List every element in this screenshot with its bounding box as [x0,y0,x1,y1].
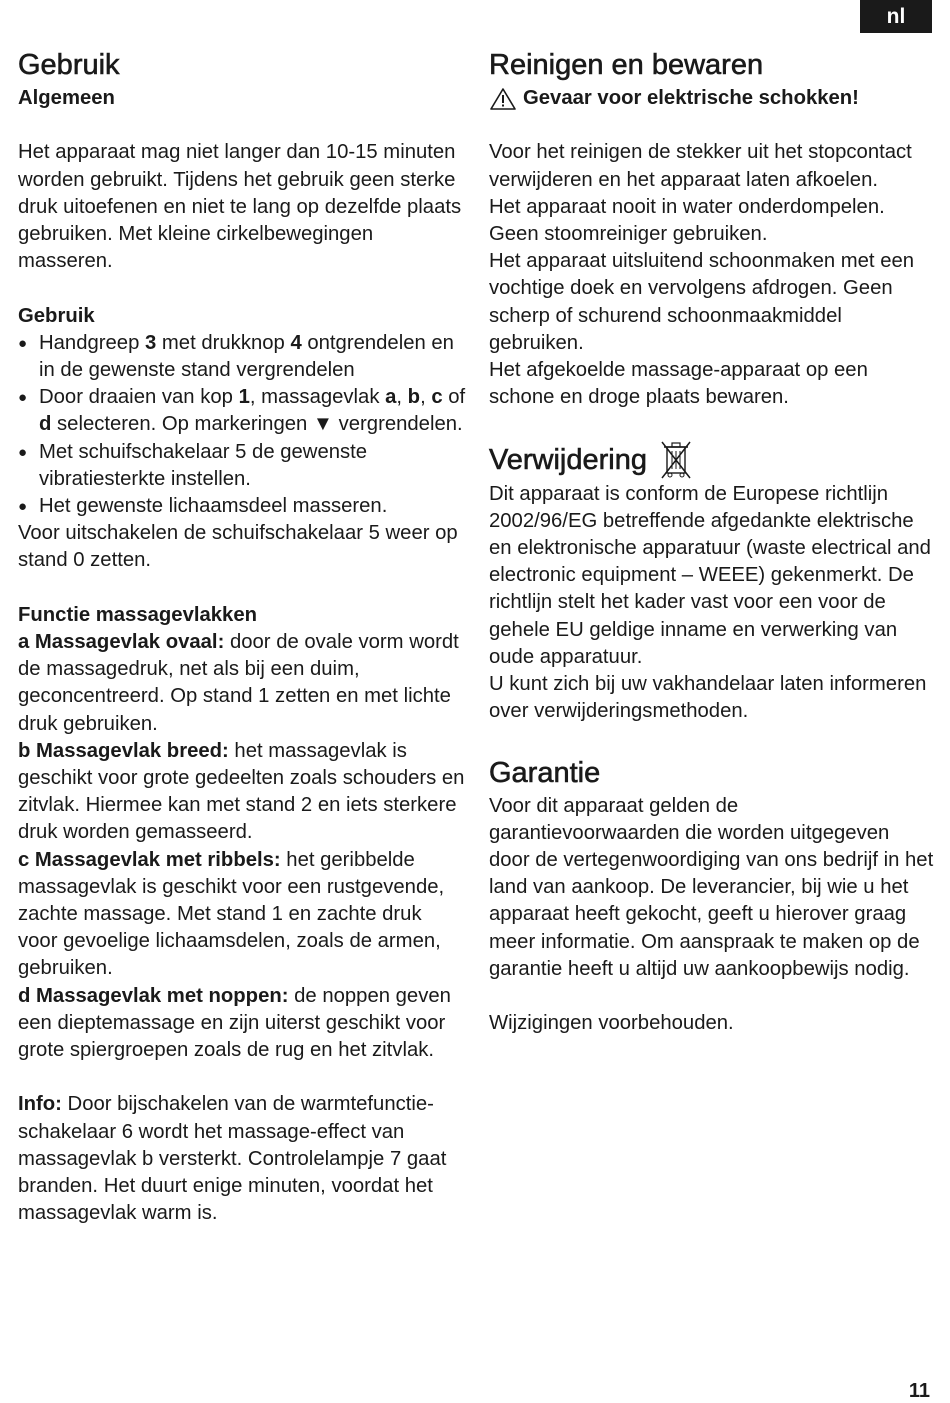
crossed-bin-icon [659,439,693,481]
list-item: ● Met schuifschakelaar 5 de gewenste vibratiesterkte instellen. [18,439,466,493]
info-paragraph: Info: Door bijschakelen van de warmtefunctie-schakelaar 6 wordt het massage-effect van massagevlak b versterkt. Controlelampje 7 gaat branden. Het duurt enige minuten, voordat het massagevlak warm is. [18,1093,447,1225]
warning-text: Gevaar voor elektrische schokken! [523,87,859,109]
changes-reserved: Wijzigingen voorbehouden. [489,1012,734,1035]
page-number: 11 [908,1380,930,1402]
right-column [489,45,934,1037]
cleaning-text-3: Het apparaat uitsluitend schoonmaken met een vochtige doek en vervolgens afdrogen. Geen scherp of schurend schoonmaakmiddel gebruiken. [489,250,915,354]
function-b: b Massagevlak breed: het massagevlak is geschikt voor grote gedeelten zoals schouders en zitvlak. Hiermee kan met stand 2 en iets sterkere druk worden gemasseerd. [18,739,465,844]
cleaning-text-2: Het apparaat nooit in water onderdompelen. Geen stoomreiniger gebruiken. [489,195,885,245]
section-title-disposal: Verwijdering [489,443,647,476]
disposal-text-1: Dit apparaat is conform de Europese richtlijn 2002/96/EG betreffende afgedankte elektrische en elektronische apparatuur (waste electrical and electronic equipment – WEEE) gekenmerkt. De richtlijn stelt het kader vast voor een voor de gehele EU geldige inname en verwerking van oude apparatuur. [489,482,931,668]
cleaning-text-4: Het afgekoelde massage-apparaat op een schone en droge plaats bewaren. [489,359,868,409]
disposal-heading-row [489,439,934,481]
warranty-text: Voor dit apparaat gelden de garantievoorwaarden die worden uitgegeven door de vertegenwoordiging van ons bedrijf in het land van aankoop. De leverancier, bij wie u het apparaat heeft gekocht, geeft u hierover graag meer informatie. Om aanspraak te maken op de garantie heeft u altijd uw aankoopbewijs nodig. [489,794,934,980]
cleaning-text-1: Voor het reinigen de stekker uit het stopcontact verwijderen en het apparaat laten afkoelen. [489,141,912,191]
disposal-text-2: U kunt zich bij uw vakhandelaar laten informeren over verwijderingsmethoden. [489,673,927,723]
function-c: c Massagevlak met ribbels: het geribbelde massagevlak is geschikt voor een rustgevende, zachte massage. Met stand 1 en zachte druk voor gevoelige lichaamsdelen, zoals de armen, gebruiken. [18,848,445,980]
list-item: ● Door draaien van kop 1, massagevlak a, b, c of d selecteren. Op markeringen ▼ vergrendelen. [18,384,466,438]
section-title-warranty: Garantie [489,756,601,789]
warning-triangle-icon [489,87,517,111]
subheading-usage: Gebruik [18,304,95,327]
section-title-usage: Gebruik [18,49,120,81]
subheading-general: Algemeen [18,87,115,109]
list-item: ● Handgreep 3 met drukknop 4 ontgrendelen en in de gewenste stand vergrendelen [18,330,466,384]
usage-list [18,330,466,520]
intro-paragraph: Het apparaat mag niet langer dan 10-15 minuten worden gebruikt. Tijdens het gebruik geen sterke druk uitoefenen en niet te lang op dezelfde plaats gebruiken. Met kleine cirkelbewegingen masseren. [18,141,462,273]
list-item: ● Het gewenste lichaamsdeel masseren. [18,493,466,520]
section-title-cleaning: Reinigen en bewaren [489,49,764,81]
left-column [18,45,466,1227]
function-d: d Massagevlak met noppen: de noppen geven een dieptemassage en zijn uiterst geschikt voor grote spiergroepen zoals de rug en het zitvlak. [18,984,451,1062]
switch-off-paragraph: Voor uitschakelen de schuifschakelaar 5 weer op stand 0 zetten. [18,522,458,572]
shock-warning [489,85,934,112]
function-a: a Massagevlak ovaal: door de ovale vorm wordt de massagedruk, net als bij een duim, geconcentreerd. Op stand 1 zetten en met lichte druk gebruiken. [18,631,459,735]
subheading-functions: Functie massagevlakken [18,603,257,626]
language-tab: nl [860,0,932,33]
